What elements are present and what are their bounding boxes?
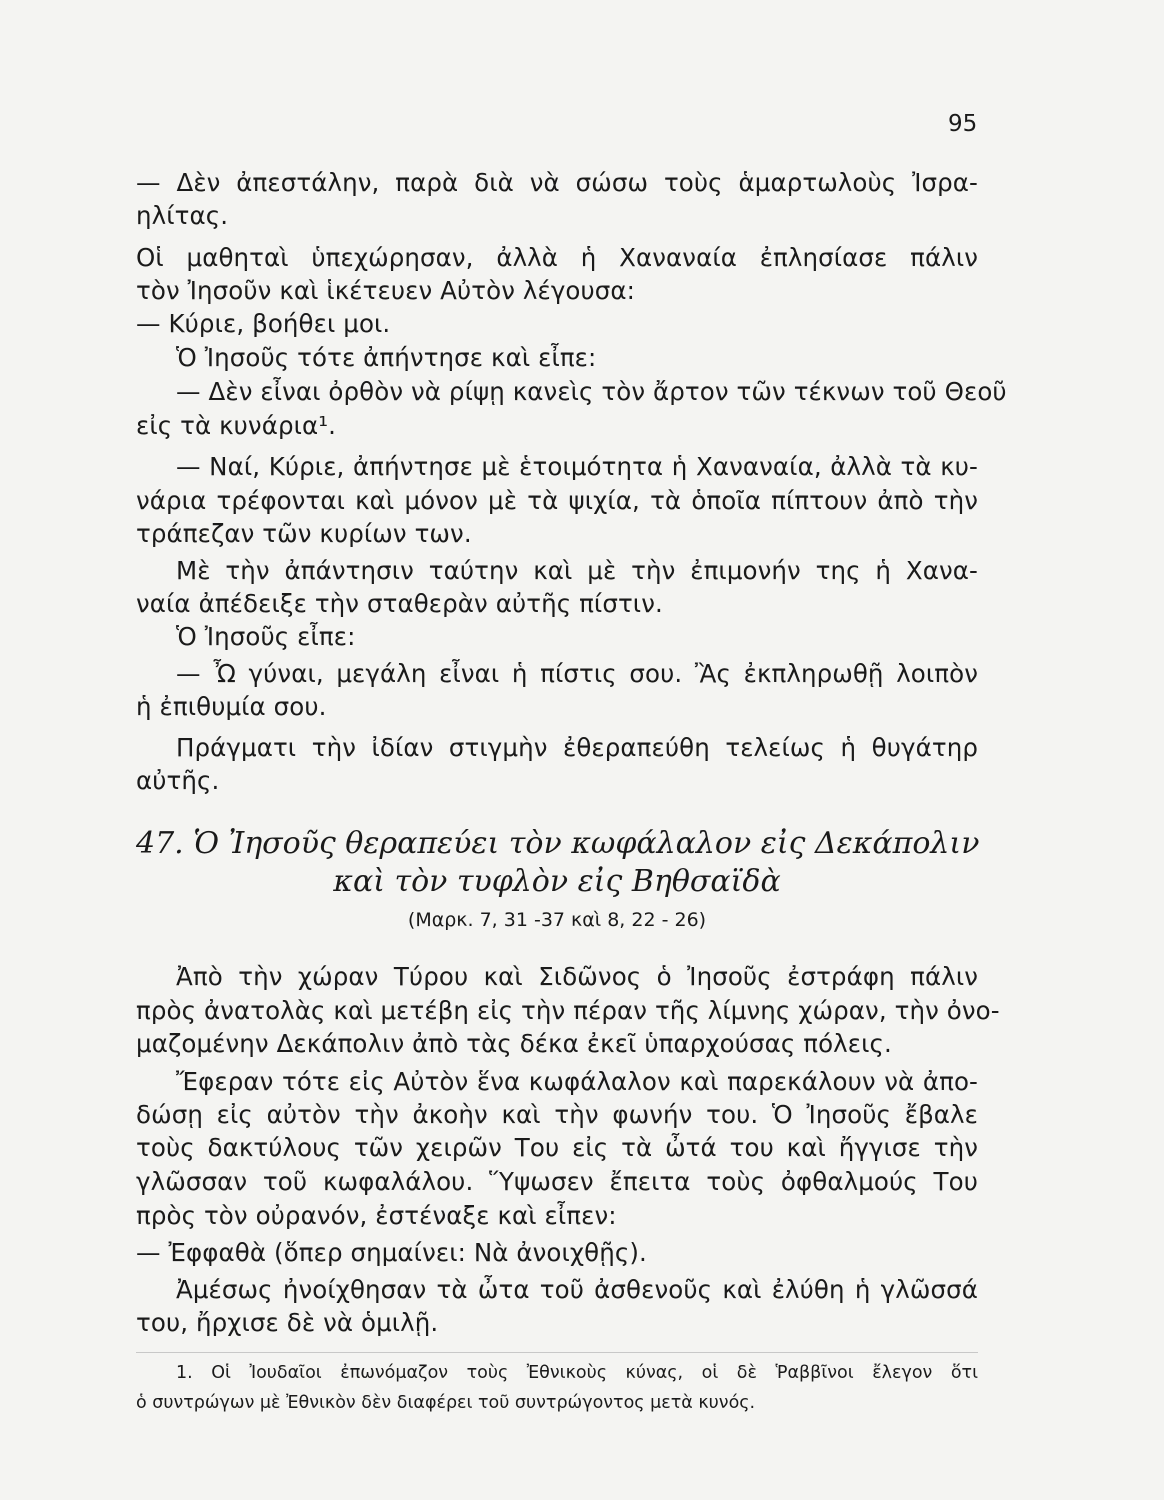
section-title-line-1: 47. Ὁ Ἰησοῦς θεραπεύει τὸν κωφάλαλον εἰς Δεκάπολιν xyxy=(136,826,980,861)
body-line: Οἱ μαθηταὶ ὑπεχώρησαν, ἀλλὰ ἡ Χαναναία ἐπλησίασε πάλιν xyxy=(136,243,978,272)
body-line: — Δὲν ἀπεστάλην, παρὰ διὰ νὰ σώσω τοὺς ἁμαρτωλοὺς Ἰσρα- xyxy=(136,168,978,197)
section-line: Ἀμέσως ἠνοίχθησαν τὰ ὦτα τοῦ ἀσθενοῦς καὶ ἐλύθη ἡ γλῶσσά xyxy=(176,1275,978,1304)
section-line: πρὸς τὸν οὐρανόν, ἐστέναξε καὶ εἶπεν: xyxy=(136,1201,617,1230)
section-line: τοὺς δακτύλους τῶν χειρῶν Του εἰς τὰ ὦτά του καὶ ἤγγισε τὴν xyxy=(136,1133,978,1162)
body-line: τὸν Ἰησοῦν καὶ ἱκέτευεν Αὐτὸν λέγουσα: xyxy=(136,276,636,305)
section-reference: (Μαρκ. 7, 31 -37 καὶ 8, 22 - 26) xyxy=(407,909,707,931)
section-line: Ἔφεραν τότε εἰς Αὐτὸν ἕνα κωφάλαλον καὶ παρεκάλουν νὰ ἀπο- xyxy=(176,1067,978,1096)
body-line: ἡ ἐπιθυμία σου. xyxy=(136,692,327,721)
page-number: 95 xyxy=(948,111,978,137)
section-title-line-2: καὶ τὸν τυφλὸν εἰς Βηθσαϊδὰ xyxy=(333,864,781,899)
body-line: Ὁ Ἰησοῦς τότε ἀπήντησε καὶ εἶπε: xyxy=(176,343,597,372)
body-line: — Ναί, Κύριε, ἀπήντησε μὲ ἑτοιμότητα ἡ Χαναναία, ἀλλὰ τὰ κυ- xyxy=(176,452,978,481)
body-line: τράπεζαν τῶν κυρίων των. xyxy=(136,519,472,548)
body-line: Πράγματι τὴν ἰδίαν στιγμὴν ἐθεραπεύθη τελείως ἡ θυγάτηρ xyxy=(176,733,978,762)
section-line: Ἀπὸ τὴν χώραν Τύρου καὶ Σιδῶνος ὁ Ἰησοῦς ἐστράφη πάλιν xyxy=(176,962,978,991)
body-line: εἰς τὰ κυνάρια¹. xyxy=(136,411,337,440)
body-line: — Δὲν εἶναι ὀρθὸν νὰ ρίψῃ κανεὶς τὸν ἄρτον τῶν τέκνων τοῦ Θεοῦ xyxy=(176,377,1007,406)
section-line: μαζομένην Δεκάπολιν ἀπὸ τὰς δέκα ἐκεῖ ὑπαρχούσας πόλεις. xyxy=(136,1029,892,1058)
section-line: γλῶσσαν τοῦ κωφαλάλου. Ὕψωσεν ἔπειτα τοὺς ὀφθαλμούς Του xyxy=(136,1167,978,1196)
body-line: ηλίτας. xyxy=(136,201,229,230)
section-line: πρὸς ἀνατολὰς καὶ μετέβη εἰς τὴν πέραν τῆς λίμνης χώραν, τὴν ὀνο- xyxy=(136,996,1000,1025)
footnote-line: 1. Οἱ Ἰουδαῖοι ἐπωνόμαζον τοὺς Ἐθνικοὺς κύνας, οἱ δὲ Ῥαββῖνοι ἔλεγον ὅτι xyxy=(176,1363,978,1383)
section-line: — Ἐφφαθὰ (ὅπερ σημαίνει: Νὰ ἀνοιχθῇς). xyxy=(136,1238,647,1267)
body-line: νάρια τρέφονται καὶ μόνον μὲ τὰ ψιχία, τὰ ὁποῖα πίπτουν ἀπὸ τὴν xyxy=(136,486,978,515)
body-line: — Κύριε, βοήθει μοι. xyxy=(136,309,391,338)
footnote-line: ὁ συντρώγων μὲ Ἐθνικὸν δὲν διαφέρει τοῦ συντρώγοντος μετὰ κυνός. xyxy=(136,1393,756,1413)
body-line: — Ὦ γύναι, μεγάλη εἶναι ἡ πίστις σου. Ἂς ἐκπληρωθῇ λοιπὸν xyxy=(176,659,978,688)
body-line: ναία ἀπέδειξε τὴν σταθερὰν αὐτῆς πίστιν. xyxy=(136,589,663,618)
section-line: δώσῃ εἰς αὐτὸν τὴν ἀκοὴν καὶ τὴν φωνήν του. Ὁ Ἰησοῦς ἔβαλε xyxy=(136,1100,978,1129)
body-line: Ὁ Ἰησοῦς εἶπε: xyxy=(176,622,356,651)
body-line: Μὲ τὴν ἀπάντησιν ταύτην καὶ μὲ τὴν ἐπιμονήν της ἡ Χανα- xyxy=(176,556,978,585)
section-line: του, ἤρχισε δὲ νὰ ὁμιλῇ. xyxy=(136,1308,439,1337)
footnote-divider xyxy=(136,1352,978,1353)
body-line: αὐτῆς. xyxy=(136,766,220,795)
